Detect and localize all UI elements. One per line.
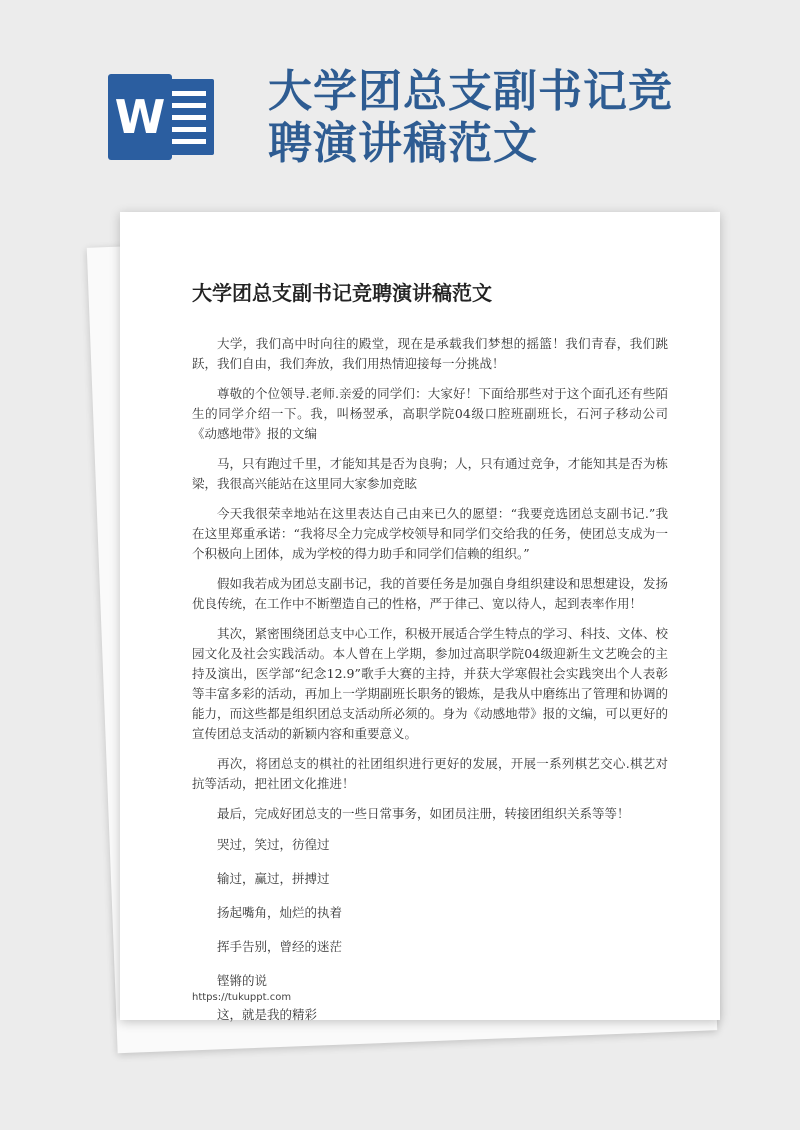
footer-url: https://tukuppt.com [192,992,292,1003]
word-logo-letter: W [108,74,172,160]
banner-title: 大学团总支副书记竞聘演讲稿范文 [268,66,673,169]
paragraph: 最后，完成好团总支的一些日常事务，如团员注册，转接团组织关系等等！ [217,806,630,821]
paragraph: 假如我若成为团总支副书记，我的首要任务是加强自身组织建设和思想建设，发扬优良传统，在工作中不断塑造自己的性格，严于律己、宽以待人，起到表率作用！ [192,576,668,611]
poem-line: 这，就是我的精彩 [217,1007,318,1022]
poem-line: 哭过，笑过，彷徨过 [217,837,330,852]
paragraph: 马，只有跑过千里，才能知其是否为良驹；人，只有通过竞争，才能知其是否为栋梁，我很高兴能站在这里同大家参加竞眩 [192,456,668,491]
paragraph: 尊敬的个位领导.老师.亲爱的同学们：大家好！下面给那些对于这个面孔还有些陌生的同学介绍一下。我，叫杨翌承，高职学院04级口腔班副班长，石河子移动公司《动感地带》报的文编 [192,386,668,441]
poem-line: 挥手告别，曾经的迷茫 [217,939,343,954]
word-document-icon [108,74,214,160]
paragraph: 今天我很荣幸地站在这里表达自己由来已久的愿望：“我要竞选团总支副书记.”我在这里郑重承诺：“我将尽全力完成学校领导和同学们交给我的任务，使团总支成为一个积极向上团体，成为学校的得力助手和同学们信赖的组织。” [192,506,668,561]
poem-line: 输过，赢过，拼搏过 [217,871,330,886]
paragraph: 大学，我们高中时向往的殿堂，现在是承载我们梦想的摇篮！我们青春，我们跳跃，我们自由，我们奔放，我们用热情迎接每一分挑战！ [192,336,668,371]
document-page [120,212,720,1020]
page-heading: 大学团总支副书记竞聘演讲稿范文 [192,281,492,305]
paragraph: 再次，将团总支的棋社的社团组织进行更好的发展，开展一系列棋艺交心.棋艺对抗等活动，把社团文化推进！ [192,756,668,791]
paragraph: 其次，紧密围绕团总支中心工作，积极开展适合学生特点的学习、科技、文体、校园文化及社会实践活动。本人曾在上学期，参加过高职学院04级迎新生文艺晚会的主持及演出，医学部“纪念12.9”歌手大赛的主持，并获大学寒假社会实践突出个人表彰等丰富多彩的活动，再加上一学期副班长职务的锻炼，是我从中磨练出了管理和协调的能力，而这些都是组织团总支活动所必须的。身为《动感地带》报的文编，可以更好的宣传团总支活动的新颖内容和重要意义。 [192,626,668,741]
poem-line: 扬起嘴角，灿烂的执着 [217,905,343,920]
poem-line: 铿锵的说 [217,973,268,988]
